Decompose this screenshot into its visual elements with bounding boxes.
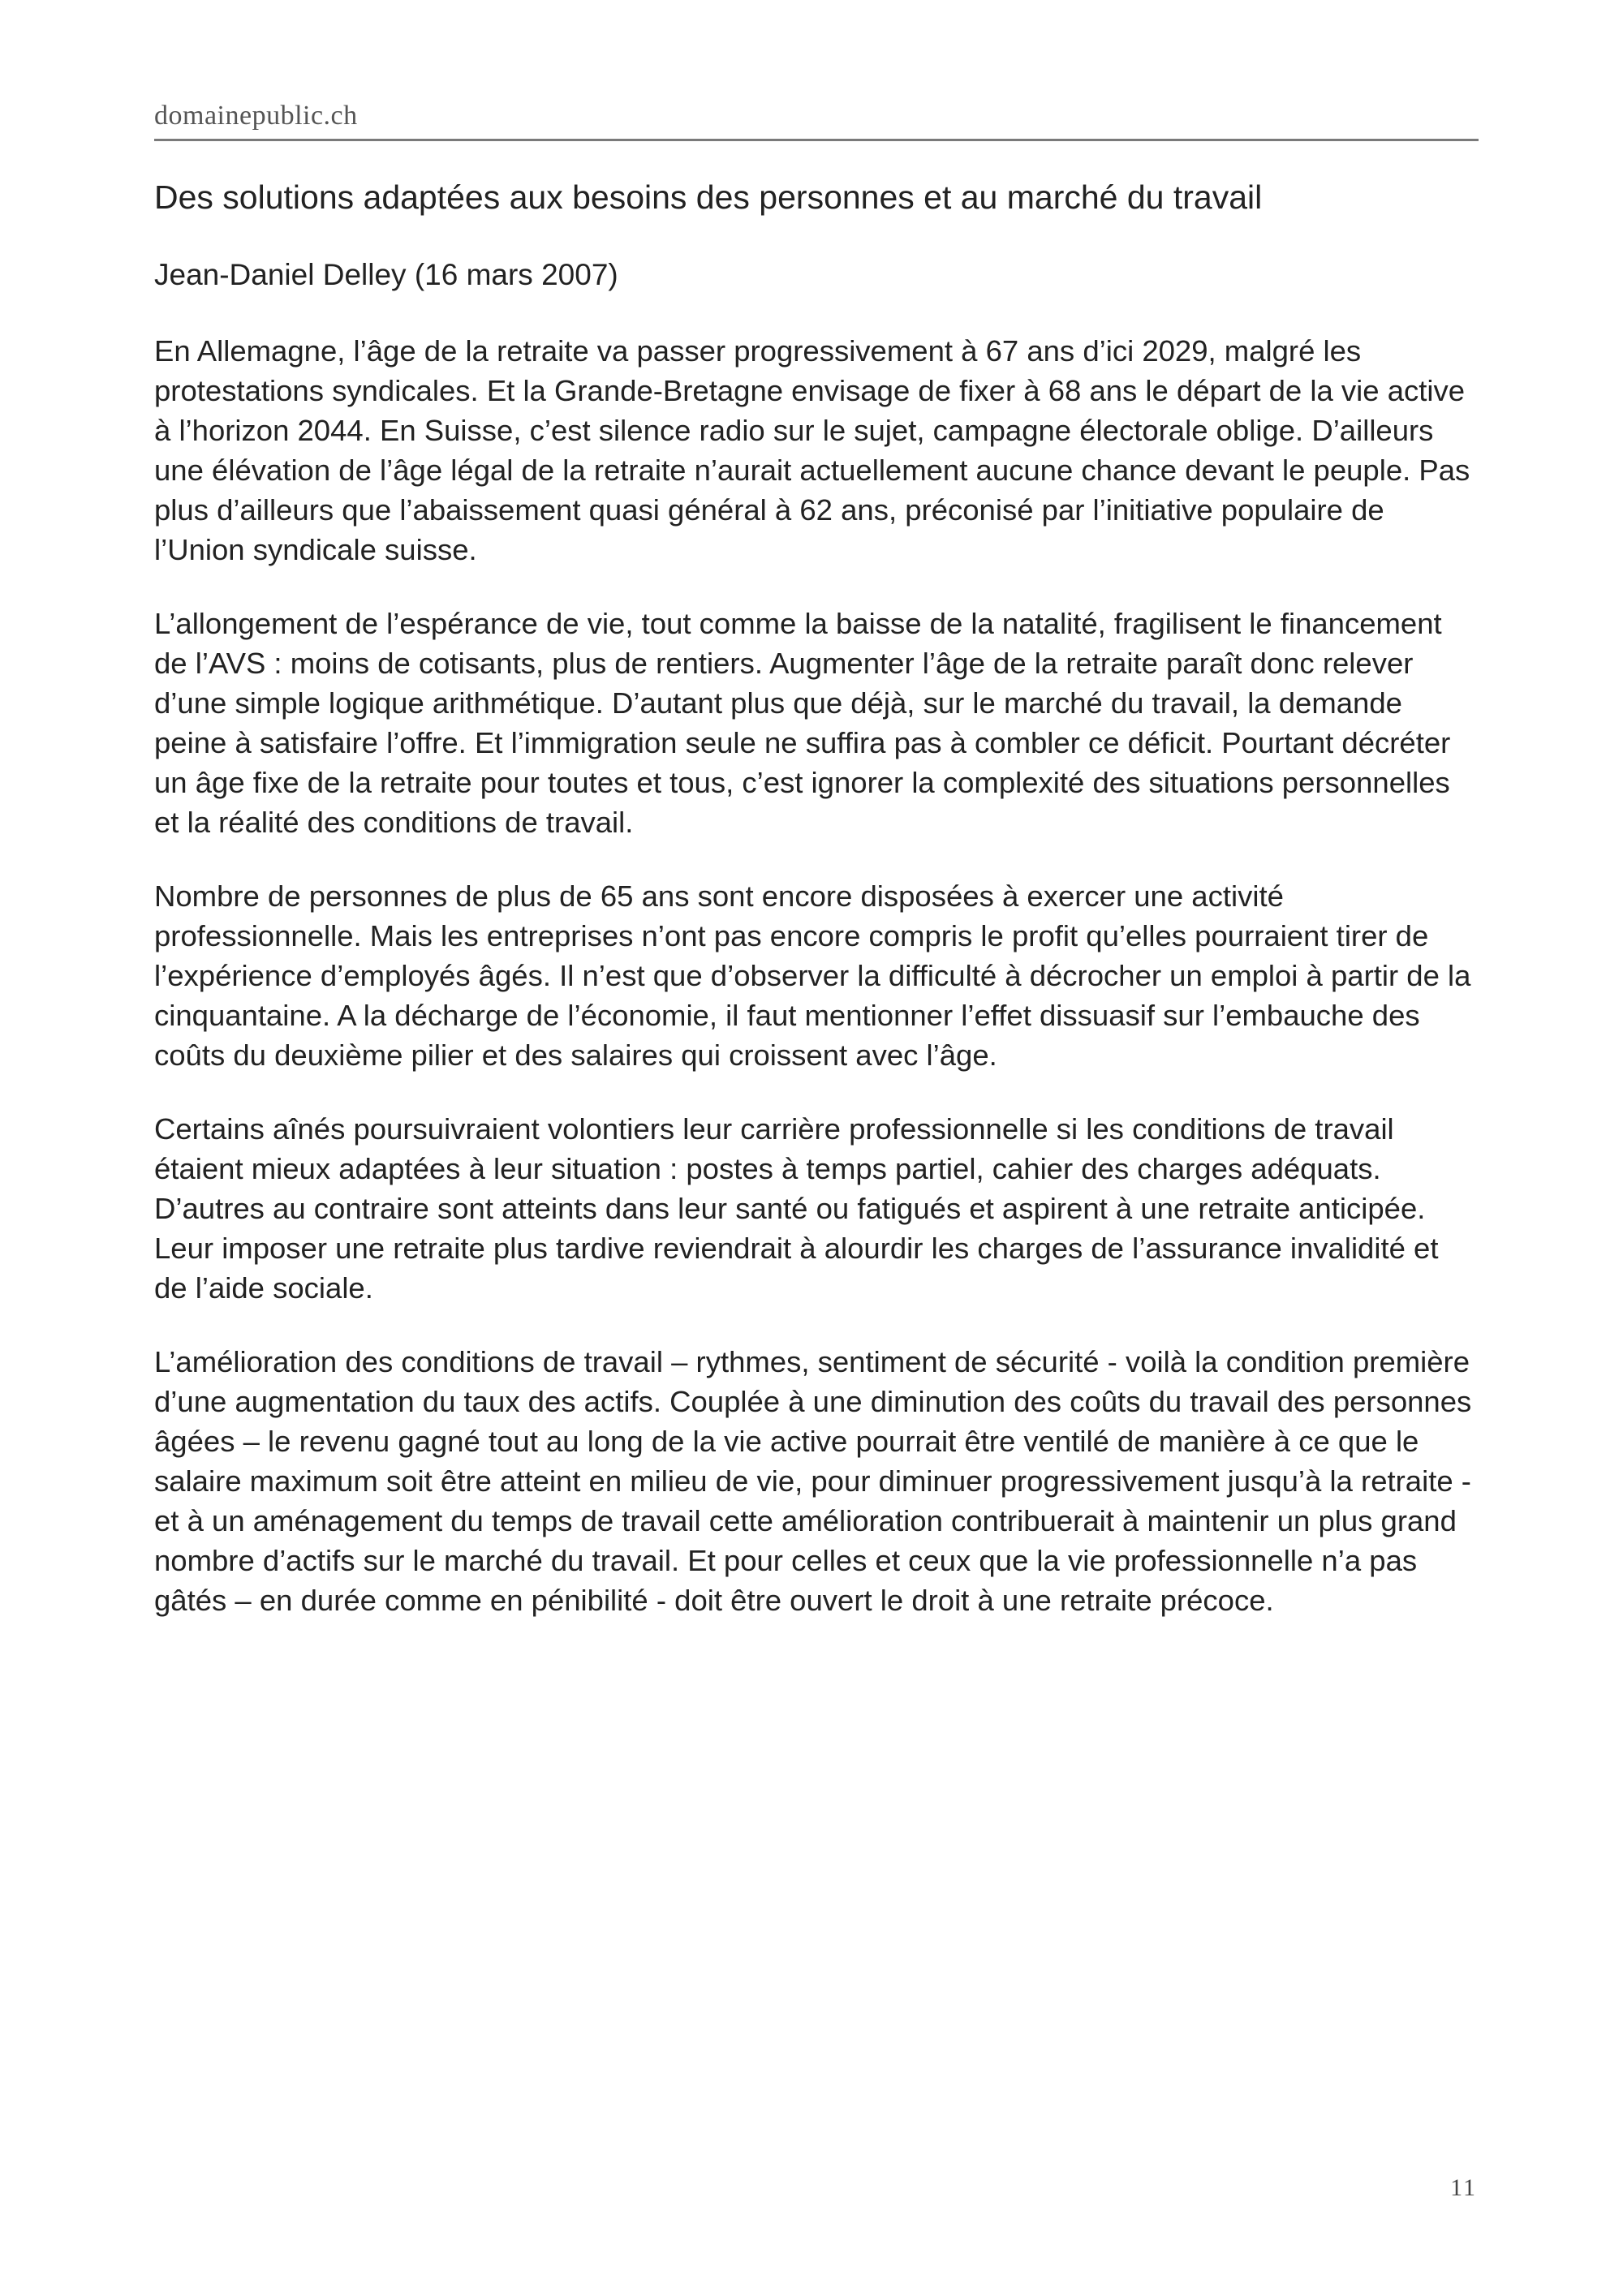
- page-header: [154, 96, 1479, 141]
- article-title: Des solutions adaptées aux besoins des personnes et au marché du travail: [154, 178, 1263, 216]
- site-name: domainepublic.ch: [154, 101, 358, 131]
- article: [154, 172, 1479, 1620]
- paragraph-4: Certains aînés poursuivraient volontiers leur carrière professionnelle si les conditions de travail étaient mieux adaptées à leur situation : postes à temps partiel, cahier des charges adéquats. D’autres au contraire sont atteints dans leur santé ou fatigués et aspirent à une retraite anticipée. Leur imposer une retraite plus tardive reviendrait à alourdir les charges de l’assurance invalidité et de l’aide sociale.: [154, 1112, 1439, 1305]
- paragraph-5: L’amélioration des conditions de travail – rythmes, sentiment de sécurité - voilà la condition première d’une augmentation du taux des actifs. Couplée à une diminution des coûts du travail des personnes âgées – le revenu gagné tout au long de la vie active pourrait être ventilé de manière à ce que le salaire maximum soit être atteint en milieu de vie, pour diminuer progressivement jusqu’à la retraite - et à un aménagement du temps de travail cette amélioration contribuerait à maintenir un plus grand nombre d’actifs sur le marché du travail. Et pour celles et ceux que la vie professionnelle n’a pas gâtés – en durée comme en pénibilité - doit être ouvert le droit à une retraite précoce.: [154, 1345, 1472, 1617]
- article-byline: Jean-Daniel Delley (16 mars 2007): [154, 258, 618, 291]
- paragraph-3: Nombre de personnes de plus de 65 ans sont encore disposées à exercer une activité professionnelle. Mais les entreprises n’ont pas encore compris le profit qu’elles pourraient tirer de l’expérience d’employés âgés. Il n’est que d’observer la difficulté à décrocher un emploi à partir de la cinquantaine. A la décharge de l’économie, il faut mentionner l’effet dissuasif sur l’embauche des coûts du deuxième pilier et des salaires qui croissent avec l’âge.: [154, 879, 1471, 1072]
- paragraph-2: L’allongement de l’espérance de vie, tout comme la baisse de la natalité, fragilisent le financement de l’AVS : moins de cotisants, plus de rentiers. Augmenter l’âge de la retraite paraît donc relever d’une simple logique arithmétique. D’autant plus que déjà, sur le marché du travail, la demande peine à satisfaire l’offre. Et l’immigration seule ne suffira pas à combler ce déficit. Pourtant décréter un âge fixe de la retraite pour toutes et tous, c’est ignorer la complexité des situations personnelles et la réalité des conditions de travail.: [154, 607, 1451, 839]
- article-body: [154, 331, 1479, 1620]
- paragraph-1: En Allemagne, l’âge de la retraite va passer progressivement à 67 ans d’ici 2029, malgré les protestations syndicales. Et la Grande-Bretagne envisage de fixer à 68 ans le départ de la vie active à l’horizon 2044. En Suisse, c’est silence radio sur le sujet, campagne électorale oblige. D’ailleurs une élévation de l’âge légal de la retraite n’aurait actuellement aucune chance devant le peuple. Pas plus d’ailleurs que l’abaissement quasi général à 62 ans, préconisé par l’initiative populaire de l’Union syndicale suisse.: [154, 334, 1470, 566]
- page-number: 11: [1450, 2174, 1477, 2201]
